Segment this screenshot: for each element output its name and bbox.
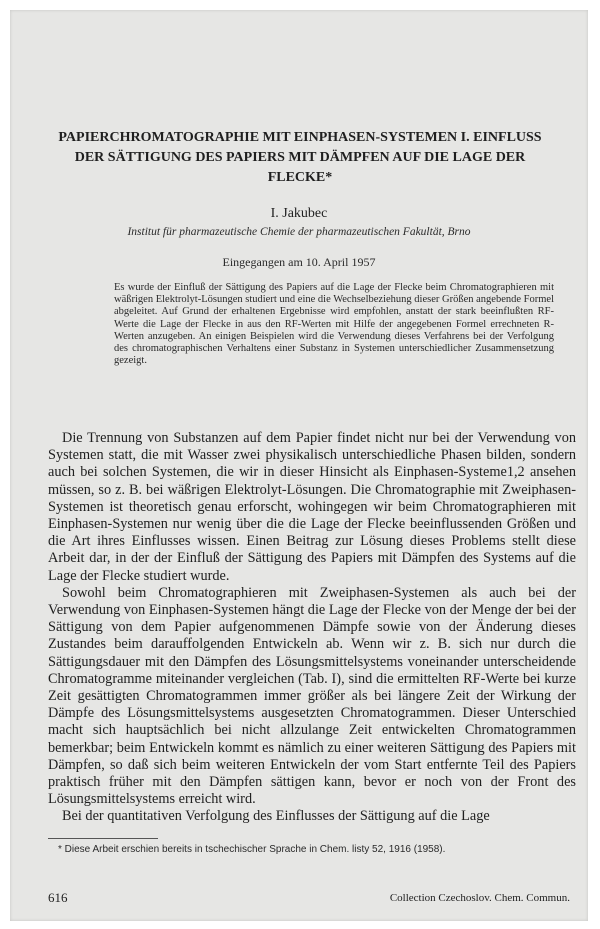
footnote: * Diese Arbeit erschien bereits in tschechischer Sprache in Chem. listy 52, 1916 (1958). — [58, 844, 446, 855]
received-date: Eingegangen am 10. April 1957 — [222, 255, 376, 269]
journal-name: Collection Czechoslov. Chem. Commun. — [389, 892, 570, 904]
document-page — [10, 10, 588, 921]
footnote-divider — [48, 838, 158, 839]
article-title: PAPIERCHROMATOGRAPHIE MIT EINPHASEN-SYSTEMEN I. EINFLUSS DER SÄTTIGUNG DES PAPIERS MIT DÄMPFEN AUF DIE LAGE DER FLECKE* — [58, 130, 542, 185]
abstract: Es wurde der Einfluß der Sättigung des Papiers auf die Lage der Flecke beim Chromatographieren mit wäßrigen Elektrolyt-Lösungen studiert und eine die Wechselbeziehung dieser Größen angebende Formel abgeleitet. Auf Grund der erhaltenen Ergebnisse wird empfohlen, anstatt der stark beeinflußten RF-Werte die Lage der Flecke in aus den RF-Werten mit Hilfe der angegebenen Formel errechneten R-Werten anzugeben. An einigen Beispielen wird die Verwendung dieses Verfahrens bei der Verfolgung des chromatographischen Verhaltens einer Substanz in Systemen unterschiedlicher Zusammensetzung gezeigt. — [114, 282, 554, 367]
author-institute: Institut für pharmazeutische Chemie der pharmazeutischen Fakultät, Brno — [127, 226, 471, 238]
body-text — [48, 430, 576, 826]
paragraph-1: Die Trennung von Substanzen auf dem Papier findet nicht nur bei der Verwendung von Systemen statt, die mit Wasser zwei physikalisch unterschiedliche Phasen bilden, sondern auch bei solchen Systemen, die wir in dieser Hinsicht als Einphasen-Systeme1,2 ansehen müssen, so z. B. bei wäßrigen Elektrolyt-Lösungen. Die Chromatographie mit Zweiphasen-Systemen ist theoretisch genau erforscht, wohingegen wir beim Chromatographieren mit Einphasen-Systemen nur wenig über die die Lage der Flecke beeinflussenden Größen und die Art ihres Einflusses wissen. Einen Beitrag zur Lösung dieses Problems stellt diese Arbeit dar, in der der Einfluß der Sättigung des Papiers mit Dämpfen des Systems auf die Lage der Flecke studiert wurde. — [48, 430, 576, 584]
paragraph-3: Bei der quantitativen Verfolgung des Einflusses der Sättigung auf die Lage — [62, 808, 490, 825]
page-number: 616 — [48, 890, 68, 905]
paragraph-2: Sowohl beim Chromatographieren mit Zweiphasen-Systemen als auch bei der Verwendung von Einphasen-Systemen hängt die Lage der Flecke von der Menge der bei der Sättigung von dem Papier aufgenommenen Dämpfe sowie von der Änderung dieses Zustandes beim darauffolgenden Entwickeln ab. Wenn wir z. B. sich nur durch die Sättigungsdauer mit den Dämpfen des Lösungsmittelsystems voneinander unterscheidende Chromatogramme miteinander vergleichen (Tab. I), sind die ermittelten RF-Werte bei kurze Zeit gesättigten Chromatogrammen immer größer als bei längere Zeit der Wirkung der Dämpfe des Lösungsmittelsystems ausgesetzten Chromatogrammen. Dieser Unterschied macht sich hauptsächlich bei nicht allzulange Zeit entwickelten Chromatogrammen bemerkbar; beim Entwickeln kommt es nämlich zu einer weiteren Sättigung des Papiers mit Dämpfen, so daß sich beim weiteren Entwickeln der vom Start entfernte Teil des Papiers praktisch früher mit den Dämpfen sättigen kann, bevor er noch von der Front des Lösungsmittelsystems erreicht wird. — [48, 584, 576, 808]
author-name: I. Jakubec — [270, 206, 328, 221]
